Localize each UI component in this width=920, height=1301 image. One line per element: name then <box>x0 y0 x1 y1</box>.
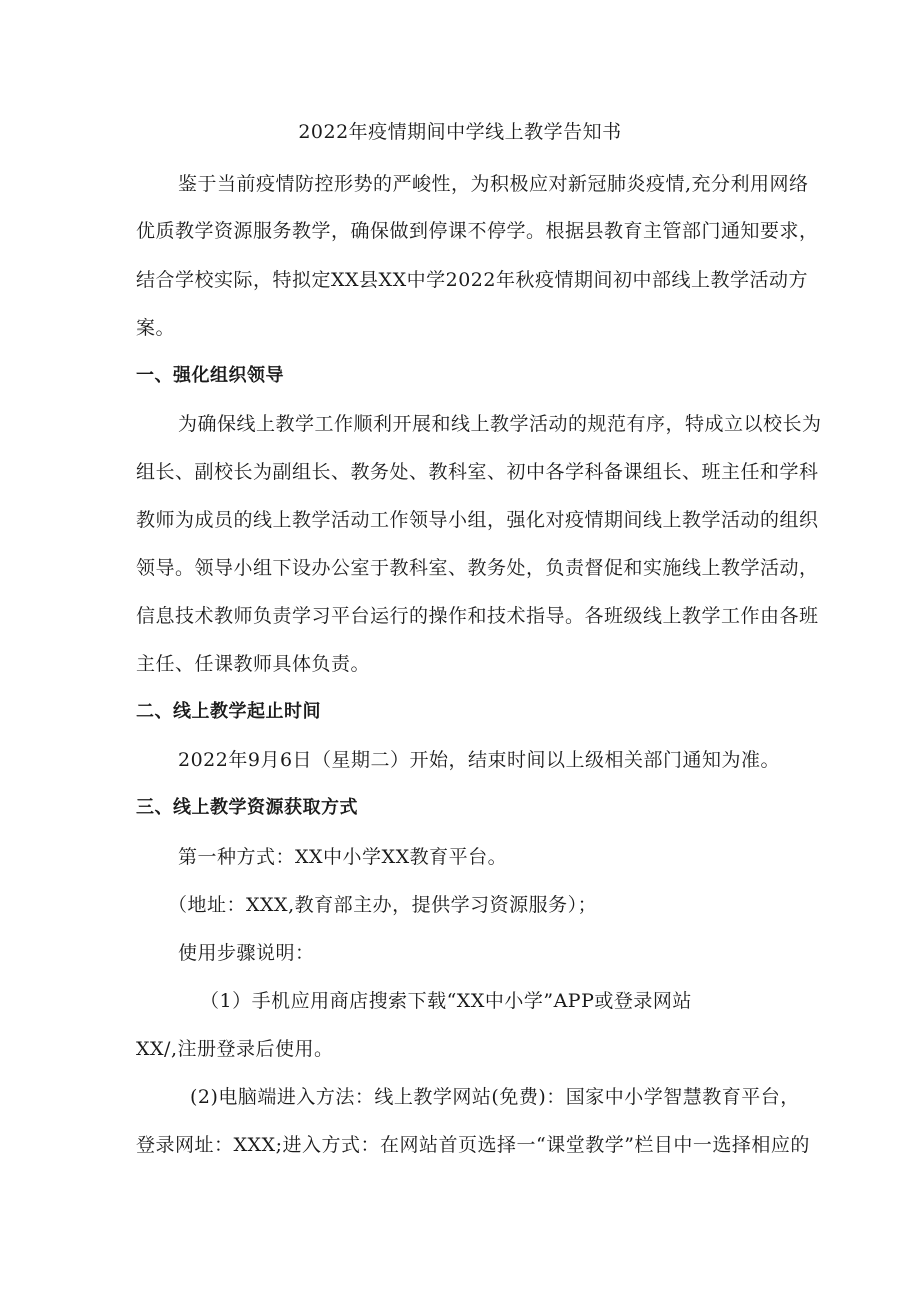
intro-line-3: 结合学校实际，特拟定XX县XX中学2022年秋疫情期间初中部线上教学活动方 <box>136 269 808 291</box>
step-1-line-1: （1）手机应用商店搜索下载“XX中小学”APP或登录网站 <box>200 990 692 1012</box>
section-2-heading: 二、线上教学起止时间 <box>136 701 321 722</box>
step-2-line-2: 登录网址：XXX;进入方式：在网站首页选择一“课堂教学”栏目中一选择相应的 <box>136 1134 810 1156</box>
document-title: 2022年疫情期间中学线上教学告知书 <box>298 121 622 143</box>
step-1-line-2: XX/,注册登录后使用。 <box>136 1038 334 1060</box>
section-1-line-2: 组长、副校长为副组长、教务处、教科室、初中各学科备课组长、班主任和学科 <box>136 461 819 483</box>
step-2-line-1: (2)电脑端进入方法：线上教学网站(免费)：国家中小学智慧教育平台， <box>190 1086 800 1108</box>
section-1-line-4: 领导。领导小组下设办公室于教科室、教务处，负责督促和实施线上教学活动， <box>136 557 819 579</box>
address-text: （地址：XXX,教育部主办，提供学习资源服务）； <box>168 894 598 916</box>
intro-line-1: 鉴于当前疫情防控形势的严峻性，为积极应对新冠肺炎疫情,充分利用网络 <box>178 173 809 195</box>
section-1-line-6: 主任、任课教师具体负责。 <box>136 653 371 675</box>
intro-line-2: 优质教学资源服务教学，确保做到停课不停学。根据县教育主管部门通知要求， <box>136 220 819 242</box>
section-3-heading: 三、线上教学资源获取方式 <box>136 797 358 818</box>
steps-label: 使用步骤说明： <box>178 942 315 964</box>
section-1-line-1: 为确保线上教学工作顺利开展和线上教学活动的规范有序，特成立以校长为 <box>178 413 822 435</box>
section-1-heading: 一、强化组织领导 <box>136 365 284 386</box>
intro-line-4: 案。 <box>136 317 176 339</box>
section-1-line-3: 教师为成员的线上教学活动工作领导小组，强化对疫情期间线上教学活动的组织 <box>136 509 819 531</box>
section-2-line-1: 2022年9月6日（星期二）开始，结束时间以上级相关部门通知为准。 <box>178 749 781 771</box>
section-1-line-5: 信息技术教师负责学习平台运行的操作和技术指导。各班级线上教学工作由各班 <box>136 605 819 627</box>
method-1-text: 第一种方式：XX中小学XX教育平台。 <box>178 846 508 868</box>
